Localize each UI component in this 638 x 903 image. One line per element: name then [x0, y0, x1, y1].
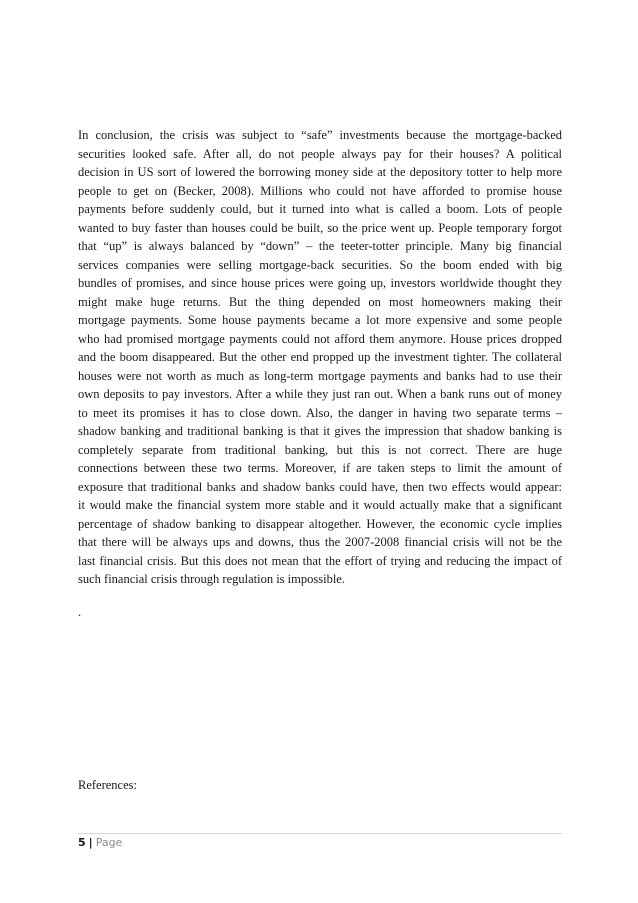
- footer-divider: [78, 833, 562, 834]
- paragraph-line: exposure that traditional banks and shadow banks could have, then two effects would appear:: [78, 479, 562, 494]
- conclusion-paragraph: [78, 126, 562, 589]
- references-heading: References:: [78, 778, 137, 792]
- paragraph-line: connections between these two terms. Moreover, if are taken steps to limit the amount of: [78, 461, 562, 475]
- paragraph-line: that “up” is always balanced by “down” – the teeter-totter principle. Many big financial: [78, 239, 562, 253]
- paragraph-line: that there will be always ups and downs, thus the 2007-2008 financial crisis will not be the: [78, 535, 562, 549]
- paragraph-line: securities looked safe. After all, do not people always pay for their houses? A political: [78, 146, 562, 161]
- paragraph-line: payments before suddenly could, but it turned into what is called a boom. Lots of people: [78, 202, 562, 216]
- footer-separator: |: [88, 836, 93, 849]
- paragraph-line: shadow banking and traditional banking is that it gives the impression that shadow banking is: [78, 424, 562, 438]
- stray-paragraph: .: [78, 605, 82, 619]
- paragraph-line: to meet its promises it has to close down. Also, the danger in having two separate terms –: [78, 405, 562, 420]
- paragraph-line: wanted to buy faster than houses could be built, so the price went up. People temporary forgot: [78, 220, 562, 235]
- paragraph-line: such financial crisis through regulation is impossible.: [78, 572, 345, 586]
- paragraph-line: completely separate from traditional banking, but this is not correct. There are huge: [78, 442, 562, 457]
- paragraph-line: last financial crisis. But this does not mean that the effort of trying and reducing the impact of: [78, 553, 562, 568]
- paragraph-line: bundles of promises, and since house prices were going up, investors worldwide thought they: [78, 276, 562, 290]
- paragraph-line: mortgage payments. Some house payments became a lot more expensive and some people: [78, 313, 562, 327]
- paragraph-line: services companies were selling mortgage-back securities. So the boom ended with big: [78, 257, 562, 272]
- paragraph-line: it would make the financial system more stable and it would actually make that a significant: [78, 498, 562, 512]
- paragraph-line: own deposits to pay investors. After a while they just ran out. When a bank runs out of money: [78, 387, 562, 401]
- paragraph-line: decision in US sort of lowered the borrowing money side at the depository totter to help more: [78, 165, 562, 179]
- paragraph-line: people to get on (Becker, 2008). Millions who could not have afforded to promise house: [78, 183, 562, 198]
- paragraph-line: In conclusion, the crisis was subject to “safe” investments because the mortgage-backed: [78, 128, 562, 142]
- paragraph-line: might make huge returns. But the thing depended on most homeowners making their: [78, 294, 562, 309]
- paragraph-line: and the boom disappeared. But the other end propped up the investment tighter. The collateral: [78, 350, 562, 364]
- page-label: Page: [95, 836, 123, 849]
- page-number: 5: [78, 836, 86, 849]
- paragraph-line: who had promised mortgage payments could not afford them anymore. House prices dropped: [78, 331, 562, 346]
- paragraph-line: percentage of shadow banking to disappear altogether. However, the economic cycle implies: [78, 516, 562, 531]
- page-footer: [78, 836, 122, 850]
- paragraph-line: houses were not worth as much as long-term mortgage payments and banks had to use their: [78, 368, 562, 383]
